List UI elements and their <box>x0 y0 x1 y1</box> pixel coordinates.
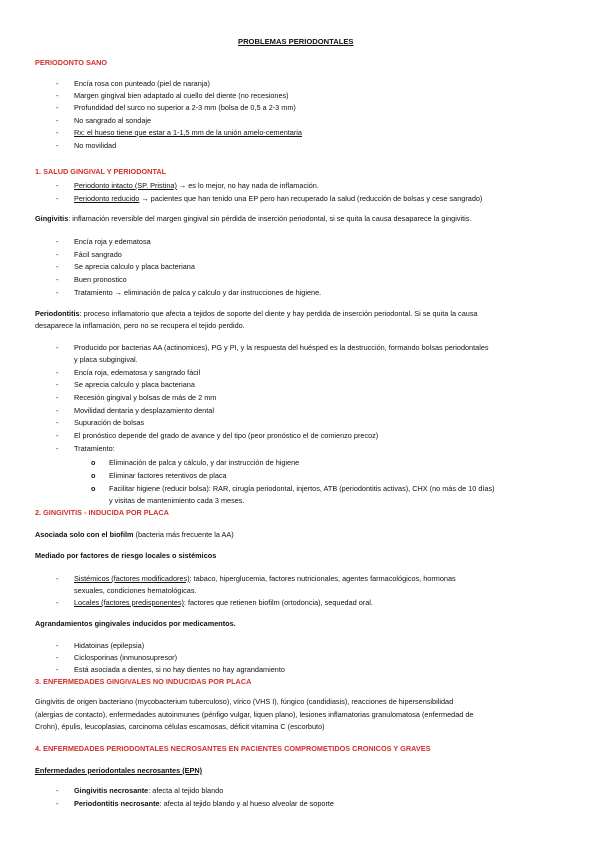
periodontitis-paragraph-line1 <box>35 309 478 319</box>
definition-text: : inflamación reversible del margen gingival sin pérdida de inserción periodontal, si se quita la causa desaparece la gingivitis. <box>68 214 472 223</box>
list-item-tratamiento <box>74 288 321 298</box>
dash: - <box>56 406 59 415</box>
definition-text: es lo mejor, no hay nada de inflamación. <box>186 181 319 190</box>
gingivitis-paragraph <box>35 214 471 224</box>
heading-periodonto-sano: PERIODONTO SANO <box>35 58 108 67</box>
list-item-text: sexuales, condiciones hematológicas. <box>74 586 197 595</box>
sub-list-item-text: Eliminación de palca y cálculo, y dar instrucción de higiene <box>109 458 300 467</box>
definition-text: pacientes que han tenido una EP pero han recuperado la salud (reducción de bolsas y cese sangrado) <box>148 194 483 203</box>
definition-text: : factores que retienen biofilm (ortodoncia), sequedad oral. <box>183 598 373 607</box>
list-item-text: eliminación de palca y calculo y dar instrucciones de higiene. <box>122 288 322 297</box>
list-item-periodonto-intacto <box>74 181 319 191</box>
list-item-text: Tratamiento: <box>74 444 115 453</box>
dash: - <box>56 194 59 203</box>
dash: - <box>56 431 59 440</box>
heading-section-3: 3. ENFERMEDADES GINGIVALES NO INDUCIDAS POR PLACA <box>35 677 252 686</box>
list-item-periodonto-reducido <box>74 194 482 204</box>
list-item-text: No movilidad <box>74 141 117 150</box>
heading-section-1: 1. SALUD GINGIVAL Y PERIODONTAL <box>35 167 167 176</box>
list-item-text: Encía roja y edematosa <box>74 237 151 246</box>
term-periodontitis-necrosante: Periodontitis necrosante <box>74 799 160 808</box>
dash: - <box>56 103 59 112</box>
list-item <box>56 79 58 89</box>
list-item-text: y placa subgingival. <box>74 355 138 364</box>
list-item-text: Producido por bacterias AA (actinomices), PG y PI, y la respuesta del huésped es la destrucción, formando bolsas periodontales <box>74 343 489 352</box>
arrow-right-icon: → <box>178 181 187 190</box>
list-item-text: Se aprecia calculo y placa bacteriana <box>74 380 195 389</box>
list-item <box>56 128 58 138</box>
list-item-text: No sangrado al sondaje <box>74 116 152 125</box>
list-item-sistemicos <box>74 574 456 584</box>
dash: - <box>56 116 59 125</box>
dash: - <box>56 275 59 284</box>
dash: - <box>56 574 59 583</box>
list-item-text: Supuración de bolsas <box>74 418 145 427</box>
biofilm-paragraph <box>35 530 234 540</box>
list-item-text: Rx: el hueso tiene que estar a 1-1,5 mm de la unión amelo-cementaria <box>74 128 302 137</box>
dash: - <box>56 91 59 100</box>
dash: - <box>56 393 59 402</box>
dash: - <box>56 598 59 607</box>
list-item-text: Margen gingival bien adaptado al cuello del diente (no recesiones) <box>74 91 289 100</box>
arrow-right-icon: → <box>141 194 149 203</box>
term-periodontitis: Periodontitis <box>35 309 80 318</box>
term-gingivitis: Gingivitis <box>35 214 69 223</box>
dash: - <box>56 653 59 662</box>
definition-text: : afecta al tejido blando y al hueso alveolar de soporte <box>159 799 334 808</box>
dash: - <box>56 262 59 271</box>
dash: - <box>56 181 59 190</box>
list-item <box>56 91 58 101</box>
dash: - <box>56 79 59 88</box>
dash: - <box>56 641 59 650</box>
dash: - <box>56 665 59 674</box>
definition-text: (bacteria más frecuente la AA) <box>133 530 234 539</box>
section-3-text-line3: Crohn), épulis, leucoplasias, carcinoma células escamosas, déficit vitamina C (escorbuto) <box>35 722 325 731</box>
dash: - <box>56 288 59 297</box>
definition-text: : afecta al tejido blando <box>148 786 224 795</box>
heading-section-2: 2. GINGIVITIS - INDUCIDA POR PLACA <box>35 508 169 517</box>
list-item <box>56 103 58 113</box>
list-item-text: Está asociada a dientes, si no hay dientes no hay agrandamiento <box>74 665 285 674</box>
periodontitis-paragraph-line2: desaparece la inflamación, pero no se recupera el tejido perdido. <box>35 321 245 330</box>
list-item-text: El pronóstico depende del grado de avance y del tipo (peor pronóstico el de comienzo precoz) <box>74 431 379 440</box>
term-periodonto-reducido: Periodonto reducido <box>74 194 140 203</box>
dash: - <box>56 368 59 377</box>
dash: - <box>56 250 59 259</box>
list-item-gingivitis-necrosante <box>74 786 223 796</box>
list-item-text: Encía roja, edematosa y sangrado fácil <box>74 368 201 377</box>
dash: - <box>56 444 59 453</box>
list-item-text: Fácil sangrado <box>74 250 122 259</box>
list-item-text: Buen pronostico <box>74 275 127 284</box>
list-item-text: Se aprecia calculo y placa bacteriana <box>74 262 195 271</box>
arrow-right-icon: → <box>114 288 122 297</box>
sub-list-item-text: Facilitar higiene (reducir bolsa): RAR, cirugía periodontal, injertos, ATB (periodontitis activas), CHX (no más de 10 días) <box>109 484 495 493</box>
term-gingivitis-necrosante: Gingivitis necrosante <box>74 786 149 795</box>
circle-bullet-icon: o <box>91 484 96 493</box>
term-sistemicos: Sistémicos (factores modificadores) <box>74 574 190 583</box>
dash: - <box>56 128 59 137</box>
list-item-text: Profundidad del surco no superior a 2-3 mm (bolsa de 0,5 a 2-3 mm) <box>74 103 296 112</box>
list-item-text: Tratamiento <box>74 288 115 297</box>
dash: - <box>56 343 59 352</box>
list-item <box>56 141 58 151</box>
dash: - <box>56 786 59 795</box>
epn-heading: Enfermedades periodontales necrosantes (EPN) <box>35 766 203 775</box>
definition-text: : tabaco, hiperglucemia, factores nutricionales, agentes farmacológicos, hormonas <box>189 574 456 583</box>
circle-bullet-icon: o <box>91 458 96 467</box>
sub-list-item-text: Eliminar factores retentivos de placa <box>109 471 227 480</box>
dash: - <box>56 799 59 808</box>
definition-text: : proceso inflamatorio que afecta a tejidos de soporte del diente y hay perdida de inserción periodontal. Si se quita la causa <box>79 309 478 318</box>
heading-section-4: 4. ENFERMEDADES PERIODONTALES NECROSANTES EN PACIENTES COMPROMETIDOS CRONICOS Y GRAVES <box>35 744 431 753</box>
dash: - <box>56 141 59 150</box>
term-biofilm: Asociada solo con el biofilm <box>35 530 134 539</box>
term-periodonto-intacto: Periodonto intacto (SP. Pristina) <box>74 181 177 190</box>
list-item-text: Hidatoinas (epilepsia) <box>74 641 145 650</box>
list-item <box>56 116 58 126</box>
list-item-text: Recesión gingival y bolsas de más de 2 mm <box>74 393 217 402</box>
list-item-text: Movilidad dentaria y desplazamiento dental <box>74 406 214 415</box>
term-locales: Locales (factores predisponentes) <box>74 598 184 607</box>
mediado-heading: Mediado por factores de riesgo locales o sistémicos <box>35 551 217 560</box>
list-item-locales <box>74 598 373 608</box>
section-3-text-line2: (alergias de contacto), enfermedades autoinmunes (pénfigo vulgar, liquen plano), lesiones inflamatorias granulomatosa (enfermedad de <box>35 710 474 719</box>
list-item-periodontitis-necrosante <box>74 799 334 809</box>
sub-list-item-text: y visitas de mantenimiento cada 3 meses. <box>109 496 245 505</box>
page-title: PROBLEMAS PERIODONTALES <box>238 37 354 46</box>
agrandamientos-heading: Agrandamientos gingivales inducidos por medicamentos. <box>35 619 236 628</box>
dash: - <box>56 237 59 246</box>
circle-bullet-icon: o <box>91 471 96 480</box>
dash: - <box>56 418 59 427</box>
section-3-text-line1: Gingivitis de origen bacteriano (mycobacterium tuberculoso), vírico (VHS I), fúngico (candidiasis), reacciones de hipersensibilidad <box>35 697 454 706</box>
list-item-text: Encía rosa con punteado (piel de naranja) <box>74 79 210 88</box>
list-item-text: Ciclosporinas (inmunosupresor) <box>74 653 178 662</box>
dash: - <box>56 380 59 389</box>
